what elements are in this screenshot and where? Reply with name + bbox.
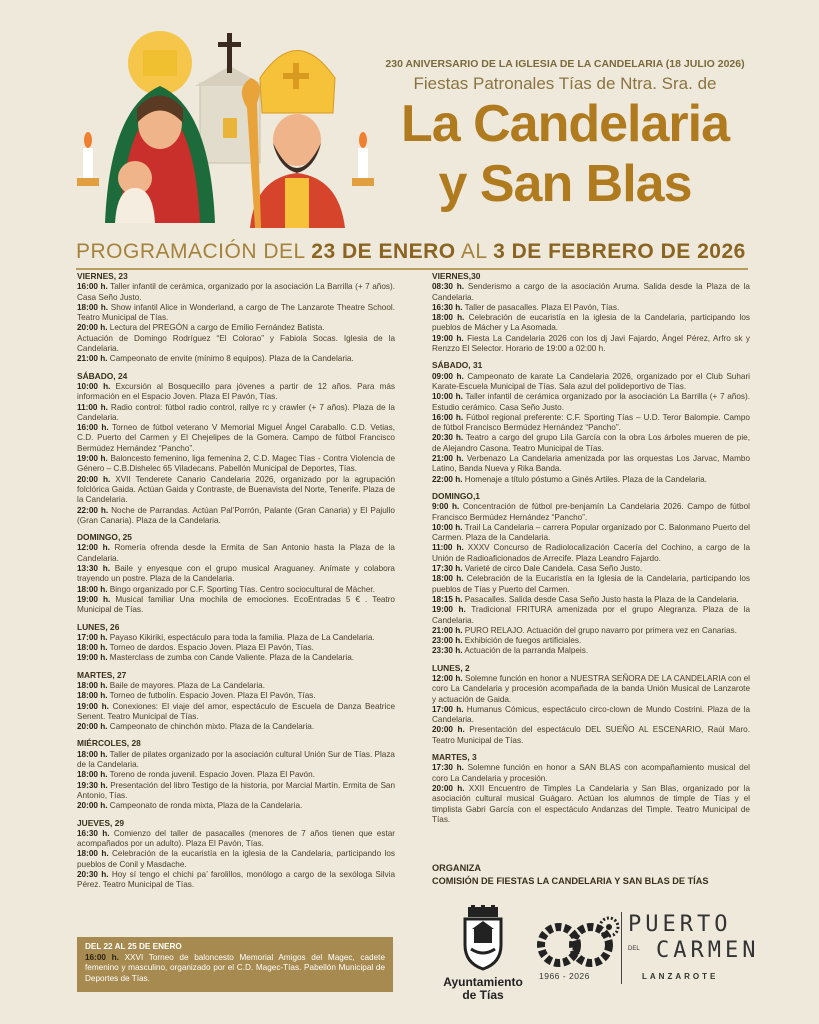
event-time: 23:00 h.: [432, 636, 463, 646]
day-block: [432, 752, 750, 825]
sixty-anniversary-icon: [537, 913, 623, 969]
event-item: [432, 574, 750, 595]
event-text: Taller de pasacalles. Plaza El Pavón, Tías.: [464, 302, 620, 312]
organizer: [432, 862, 762, 888]
event-item: [432, 303, 750, 313]
event-text: Musical familiar Una mochila de emociones. EcoEntradas 5 € . Teatro Municipal de Tías.: [77, 594, 395, 615]
event-item: [432, 502, 750, 523]
event-item: [432, 626, 750, 636]
event-text: Lectura del PREGÓN a cargo de Emilio Fernández Batista.: [109, 323, 325, 333]
event-item: [432, 433, 750, 454]
day-block: [432, 491, 750, 657]
event-time: 12:00 h.: [432, 673, 463, 683]
event-time: 18:00 h.: [77, 849, 109, 859]
event-time: 19:00 h.: [77, 653, 108, 663]
event-text: Humanus Cómicus, espectáculo circo-clown de Mundo Costrini. Plaza de la Candelaria.: [432, 704, 751, 725]
60-anniversary-logo: [537, 913, 627, 985]
event-item: [77, 506, 395, 527]
event-text: Toreno de ronda juvenil. Espacio Joven. Plaza El Pavón.: [109, 770, 315, 780]
event-text: Fiesta La Candelaria 2026 con los dj Javi Fajardo, Ángel Pérez, Arfro sk y Renzzo El Selector. Horario de 19:00 a 02:00 h.: [432, 333, 750, 354]
event-time: 18:15 h.: [432, 594, 463, 604]
day-block: [77, 371, 395, 526]
event-text: Tradicional FRITURA amenizada por el grupo Alegranza. Plaza de la Candelaria.: [432, 605, 750, 625]
event-item: [77, 801, 395, 811]
event-text: Excursión al Bosquecillo para jóvenes a partir de 12 años. Para más información en el Espacio Joven. Plaza El Pavón, Tías.: [77, 381, 395, 402]
event-item: [77, 564, 395, 585]
event-text: Campeonato de karate La Candelaria 2026, organizado por el Club Suhari Karate-Escuela Municipal de Tías. Sala azul del polideportivo de Tías.: [432, 371, 751, 391]
event-item: [77, 681, 395, 691]
event-text: Radio control: fútbol radio control, rallye rc y crawler (+ 7 años). Plaza de la Candelaria.: [77, 402, 395, 422]
extra-event-box: [77, 937, 393, 992]
event-text: Solemne función en honor a SAN BLAS con acompañamiento musical del coro La Candelaria y procesión.: [432, 763, 750, 783]
title-line-1: La Candelaria: [400, 95, 730, 153]
day-title: VIERNES, 23: [77, 271, 128, 281]
event-item: [77, 595, 395, 616]
event-item: [432, 646, 750, 656]
event-item: [77, 282, 395, 303]
event-text: Presentación del libro Testigo de la historia, por Marcial Martín. Ermita de San Antonio, Tías.: [77, 780, 396, 800]
pc-line-3: LANZAROTE: [642, 972, 719, 981]
day-block: [432, 271, 750, 354]
event-time: 23:30 h.: [432, 646, 463, 656]
event-item: [432, 605, 750, 626]
event-item: [77, 382, 395, 403]
event-time: 18:00 h.: [77, 584, 108, 594]
festival-subtitle: Fiestas Patronales Tías de Ntra. Sra. de: [413, 74, 717, 93]
event-time: 08:30 h.: [432, 282, 465, 292]
event-text: Fútbol regional preferente: C.F. Sporting Tías – U.D. Teror Balompie. Campo de fútbol Francisco Bermúdez Hernández “Pancho”.: [432, 412, 750, 433]
day-title: LUNES, 26: [77, 621, 120, 632]
event-text: Conexiones: El viaje del amor, espectáculo de Escuela de Danza Beatrice Senent. Teatro Municipal de Tías.: [77, 701, 395, 721]
event-time: 12:00 h.: [77, 543, 110, 553]
event-time: 20:00 h.: [432, 725, 465, 735]
event-text: XVII Tenderete Canario Candelaria 2026, organizado por la agrupación folclórica Gaida. Actúan Gaida y Contraste, de Buenavista del Norte, Tenerife. Plaza de la Candelaria.: [77, 474, 396, 505]
event-text: Baile de mayores. Plaza de La Candelaria.: [109, 680, 265, 690]
event-item: [77, 691, 395, 701]
ayuntamiento-line-1: Ayuntamiento: [443, 975, 523, 989]
event-item: [432, 392, 750, 413]
event-text: Payaso Kikiriki, espectáculo para toda la familia. Plaza de La Candelaria.: [109, 632, 375, 642]
event-item: [77, 334, 395, 355]
schedule-right-column: [432, 271, 750, 825]
event-text: Exhibición de fuegos artificiales.: [464, 636, 582, 646]
event-text: Masterclass de zumba con Cande Valiente. Plaza de la Candelaria.: [109, 653, 355, 663]
event-item: [432, 282, 750, 303]
event-time: 10:00 h.: [77, 381, 111, 391]
event-time: 21:00 h.: [432, 454, 464, 464]
day-title: SÁBADO, 24: [77, 370, 128, 381]
anniversary-line: 230 ANIVERSARIO DE LA IGLESIA DE LA CANDELARIA (18 JULIO 2026): [385, 58, 745, 70]
event-text: Concentración de fútbol pre-benjamín La Candelaria 2026. Campo de fútbol Francisco Bermúdez Hernández “Pancho”.: [432, 502, 750, 522]
event-item: [77, 475, 395, 506]
event-text: Baile y enyesque con el grupo musical Araguaney. Anímate y colabora trayendo un postre. Plaza de la Candelaria.: [77, 564, 395, 584]
schedule-left-column: [77, 271, 395, 891]
event-time: 20:00 h.: [77, 722, 108, 732]
day-title: DOMINGO,1: [432, 490, 480, 501]
event-text: Taller infantil de cerámica organizado por la asociación La Barrilla (+ 7 años). Estudio cerámico. Casa Seño Justo.: [432, 392, 750, 412]
divider: [76, 268, 748, 270]
day-title: MIÉRCOLES, 28: [77, 738, 141, 749]
event-time: 18:00 h.: [77, 643, 108, 653]
event-text: Taller de pilates organizado por la asociación cultural Unión Sur de Tías. Plaza de la Candelaria.: [77, 749, 395, 770]
event-time: 20:30 h.: [432, 433, 464, 443]
event-text: Varieté de circo Dale Candela. Casa Seño Justo.: [464, 564, 643, 574]
event-time: 10:00 h.: [432, 522, 463, 532]
day-title: MARTES, 27: [77, 669, 127, 680]
event-time: 18:00 h.: [432, 313, 465, 323]
event-text: Celebración de la Eucaristía en la Iglesia de la Candelaria, participando los pueblos de Tías y Puerto del Carmen.: [432, 574, 750, 594]
event-text: Comienzo del taller de pasacalles (menores de 7 años tienen que estar acompañados por un adulto). Plaza El Pavón, Tías.: [77, 828, 395, 849]
event-item: [77, 781, 395, 802]
event-item: [77, 585, 395, 595]
event-item: [432, 372, 750, 393]
event-item: [77, 354, 395, 364]
event-item: [77, 653, 395, 663]
event-text: Teatro a cargo del grupo Lila García con la obra Los árboles mueren de pie, de Alejandro Casona. Teatro Municipal de Tías.: [432, 433, 750, 453]
event-time: 16:00 h.: [77, 282, 108, 292]
event-item: [77, 722, 395, 732]
event-item: [432, 674, 750, 705]
event-time: 9:00 h.: [432, 502, 460, 512]
day-block: [77, 818, 395, 891]
event-time: 11:00 h.: [432, 543, 464, 553]
event-time: 17:30 h.: [432, 564, 463, 574]
pc-line-2: CARMEN: [656, 938, 760, 963]
cross-icon: [227, 33, 232, 73]
puerto-del-carmen-logo: [628, 912, 760, 986]
event-time: 18:00 h.: [77, 770, 108, 780]
event-item: [77, 770, 395, 780]
event-text: Noche de Parrandas. Actúan Pal’Porrón, Palante (Gran Canaria) y El Pajullo (Gran Canaria). Plaza de la Candelaria.: [77, 505, 395, 525]
program-mid: AL: [455, 240, 494, 263]
day-block: [77, 622, 395, 664]
program-to: 3 DE FEBRERO DE 2026: [493, 240, 746, 263]
event-item: [77, 702, 395, 723]
event-item: [77, 303, 395, 324]
ayuntamiento-logo: [438, 905, 528, 1005]
event-text: Hoy sí tengo el chichi pa’ farolillos, monólogo a cargo de la sexóloga Silvia Pérez. Teatro Municipal de Tías.: [77, 870, 395, 890]
event-time: 16:00 h.: [77, 423, 109, 433]
event-item: [77, 323, 395, 333]
event-text: Romería ofrenda desde la Ermita de San Antonio hasta la Plaza de la Candelaria.: [77, 543, 395, 563]
event-time: 17:00 h.: [432, 704, 464, 714]
event-text: Torneo de futbolín. Espacio Joven. Plaza El Pavón, Tías.: [109, 691, 316, 701]
anniversary-years: 1966 - 2026: [539, 971, 590, 981]
event-time: 22:00 h.: [432, 474, 463, 484]
event-time: 19:00 h.: [77, 454, 108, 464]
event-item: [432, 705, 750, 726]
event-time: 20:00 h.: [77, 801, 108, 811]
event-text: Senderismo a cargo de la asociación Aruma. Salida desde la Plaza de la Candelaria.: [432, 282, 750, 302]
event-time: 10:00 h.: [432, 392, 463, 402]
event-time: 16:30 h.: [77, 828, 110, 838]
day-block: [77, 271, 395, 365]
event-text: Campeonato de chinchón mixto. Plaza de la Candelaria.: [109, 722, 315, 732]
event-time: 21:00 h.: [432, 625, 463, 635]
event-item: [77, 423, 395, 454]
event-time: 18:00 h.: [77, 691, 108, 701]
event-item: [432, 334, 750, 355]
program-from: 23 DE ENERO: [311, 240, 456, 263]
event-item: [77, 849, 395, 870]
pc-del: DEL: [628, 946, 640, 952]
event-item: [77, 403, 395, 424]
event-text: XXII Encuentro de Timples La Candelaria y San Blas, organizado por la asociación cultural musical Guágaro. Actúan los alumnos de timple de Tías y el timplista Gabri García con el espectáculo Andanzas del Timple. Teatro Municipal de Tías.: [432, 783, 750, 824]
day-block: [77, 738, 395, 811]
event-text: Actuación de Domingo Rodríguez “El Colorao” y Fabiola Socas. Iglesia de la Candelaria.: [77, 333, 395, 354]
event-time: 20:00 h.: [432, 783, 465, 793]
pc-line-1: PUERTO: [628, 912, 732, 937]
day-title: JUEVES, 29: [77, 817, 125, 828]
day-block: [432, 360, 750, 485]
organizer-label: ORGANIZA: [432, 863, 481, 873]
day-block: [77, 670, 395, 733]
event-time: 17:00 h.: [77, 632, 108, 642]
program-prefix: PROGRAMACIÓN DEL: [76, 240, 312, 263]
event-item: [432, 413, 750, 434]
event-time: 20:30 h.: [77, 870, 109, 880]
extra-event-dates: DEL 22 AL 25 DE ENERO: [85, 942, 182, 951]
event-item: [432, 636, 750, 646]
event-text: Bingo organizado por C.F. Sporting Tías. Centro sociocultural de Mácher.: [109, 584, 375, 594]
event-time: 19:30 h.: [77, 780, 108, 790]
event-item: [432, 784, 750, 825]
event-text: Torneo de dardos. Espacio Joven. Plaza El Pavón, Tías.: [109, 643, 314, 653]
event-text: Verbenazo La Candelaria amenizada por las orquestas Los Jarvac, Mambo Latino, Banda Nueva y Rika Banda.: [432, 454, 750, 474]
event-item: [77, 543, 395, 564]
day-title: DOMINGO, 25: [77, 532, 132, 543]
event-time: 18:00 h.: [77, 749, 108, 759]
event-text: Show infantil Alice in Wonderland, a cargo de The Lanzarote Theatre School. Teatro Municipal de Tías.: [77, 302, 395, 323]
event-time: 20:00 h.: [77, 474, 111, 484]
event-item: [432, 725, 750, 746]
day-block: [432, 663, 750, 746]
event-item: [432, 313, 750, 334]
event-item: [432, 454, 750, 475]
event-text: Torneo de fútbol veterano V Memorial Miguel Ángel Caraballo. C.D. Vetias, C.D. Puerto del Carmen y El Chejelipes de la Gomera. Campo de fútbol Francisco Bermúdez Hernández “Pancho”.: [77, 423, 395, 453]
event-text: Celebración de la eucaristía en la iglesia de la Candelaria, participando los pueblos de Conil y Masdache.: [77, 849, 395, 869]
event-time: 18:00 h.: [432, 574, 464, 584]
ayuntamiento-line-2: de Tías: [462, 988, 504, 1002]
event-item: [432, 564, 750, 574]
event-text: Presentación del espectáculo DEL SUEÑO AL ESCENARIO, Raúl Maro. Teatro Municipal de Tías.: [432, 725, 750, 745]
event-item: [432, 475, 750, 485]
event-item: [77, 633, 395, 643]
event-item: [77, 750, 395, 771]
event-item: [77, 870, 395, 891]
program-heading: [76, 240, 756, 264]
event-item: [77, 643, 395, 653]
organizer-name: COMISIÓN DE FIESTAS LA CANDELARIA Y SAN BLAS DE TÍAS: [432, 876, 709, 886]
event-time: 22:00 h.: [77, 505, 109, 515]
day-block: [77, 532, 395, 615]
event-time: 17:30 h.: [432, 763, 464, 773]
event-time: 19:00 h.: [77, 594, 111, 604]
event-time: 18:00 h.: [77, 302, 108, 312]
day-title: LUNES, 2: [432, 662, 470, 673]
event-time: 16:00 h.: [432, 412, 464, 422]
event-text: Campeonato de ronda mixta, Plaza de la Candelaria.: [109, 801, 303, 811]
event-item: [432, 543, 750, 564]
extra-event-time: 16:00 h.: [85, 953, 119, 963]
event-text: Taller infantil de cerámica, organizado por la asociación La Barrilla (+ 7 años). Casa Seño Justo.: [77, 282, 395, 302]
event-item: [77, 454, 395, 475]
event-text: XXXV Concurso de Radiolocalización Cacería del Cochino, a cargo de la Unión de Radioaficionados de Arrecife. Plaza Leandro Fajardo.: [432, 543, 750, 563]
event-item: [432, 763, 750, 784]
event-text: Pasacalles. Salida desde Casa Seño Justo hasta la Plaza de la Candelaria.: [464, 594, 739, 604]
event-time: 19:00 h.: [77, 701, 109, 711]
event-item: [77, 829, 395, 850]
extra-event: [85, 953, 385, 984]
event-text: Celebración de eucaristía en la iglesia de la Candelaria, participando los pueblos de Mácher y La Asomada.: [432, 313, 750, 333]
event-time: 20:00 h.: [77, 323, 108, 333]
title-line-2: y San Blas: [438, 155, 692, 213]
event-item: [432, 523, 750, 544]
day-title: VIERNES,30: [432, 271, 481, 281]
event-text: Actuación de la parranda Malpeis.: [464, 646, 589, 656]
event-time: 19:00 h.: [432, 605, 466, 615]
event-text: Trail La Candelaria – carrera Popular organizado por C. Balonmano Puerto del Carmen. Plaza de la Candelaria.: [432, 522, 750, 543]
extra-event-text: XXVI Torneo de baloncesto Memorial Amigos del Magec, cadete femenino y masculino, organizado por el C.D. Magec-Tías. Pabellón Municipal de Deportes de Tías.: [85, 953, 385, 983]
day-title: MARTES, 3: [432, 752, 477, 763]
event-text: PURO RELAJO. Actuación del grupo navarro por primera vez en Canarias.: [464, 625, 737, 635]
event-time: 18:00 h.: [77, 680, 108, 690]
logo-separator: [621, 912, 622, 984]
event-time: 13:30 h.: [77, 564, 110, 574]
event-text: Solemne función en honor a NUESTRA SEÑORA DE LA CANDELARIA con el coro La Candelaria y procesión acompañada de la banda Unión Musical de Lanzarote y actuación de Gaida.: [432, 673, 750, 704]
event-time: 11:00 h.: [77, 402, 108, 412]
event-text: Baloncesto femenino, liga femenina 2, C.D. Magec Tías - Contra Violencia de Género – C.B.Dishelec 65 Viladecans. Pabellón Municipal de Deportes, Tías.: [77, 454, 395, 474]
event-time: 09:00 h.: [432, 371, 464, 381]
event-time: 16:30 h.: [432, 302, 463, 312]
event-time: 21:00 h.: [77, 354, 108, 364]
saints-illustration: [75, 28, 375, 228]
event-text: Homenaje a título póstumo a Ginés Artiles. Plaza de la Candelaria.: [464, 474, 707, 484]
coat-of-arms-icon: [460, 905, 506, 971]
event-text: Campeonato de envite (mínimo 8 equipos). Plaza de la Candelaria.: [109, 354, 354, 364]
event-item: [432, 595, 750, 605]
event-time: 19:00 h.: [432, 333, 464, 343]
day-title: SÁBADO, 31: [432, 360, 483, 371]
